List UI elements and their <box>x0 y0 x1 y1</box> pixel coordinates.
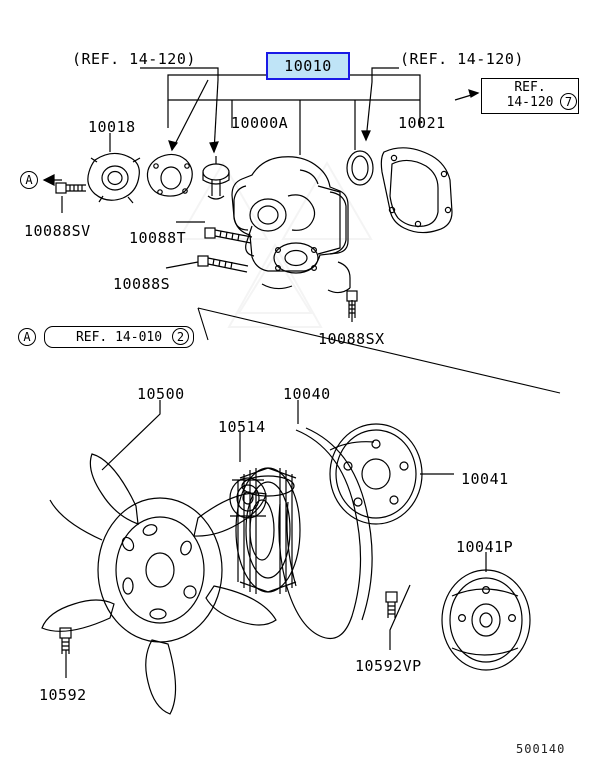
part-10500-fan <box>42 454 276 714</box>
part-label-10088T[interactable]: 10088T <box>129 229 187 247</box>
reference-box-circle-7: 7 <box>560 93 577 110</box>
part-label-10592VP[interactable]: 10592VP <box>355 657 422 675</box>
part-label-10040[interactable]: 10040 <box>283 385 331 403</box>
part-gasket-plate <box>381 148 452 233</box>
reference-box-line1: REF. <box>514 80 546 96</box>
part-label-10000A[interactable]: 10000A <box>231 114 289 132</box>
part-10041P-pulley <box>442 570 530 670</box>
reference-14-010-text: REF. 14-010 <box>75 329 163 345</box>
mitsubishi-watermark <box>179 163 371 327</box>
callout-circle-a-left: A <box>20 171 38 189</box>
reference-box-circle-2: 2 <box>172 328 189 345</box>
part-10592VP-shape <box>386 592 397 618</box>
part-label-10041[interactable]: 10041 <box>461 470 509 488</box>
part-label-10592[interactable]: 10592 <box>39 686 87 704</box>
part-10021-shape <box>347 151 373 185</box>
part-10514-fan-clutch <box>230 468 300 594</box>
part-label-10088SV[interactable]: 10088SV <box>24 222 91 240</box>
reference-top-right: (REF. 14-120) <box>400 50 524 68</box>
part-label-10500[interactable]: 10500 <box>137 385 185 403</box>
part-label-10088SX[interactable]: 10088SX <box>318 330 385 348</box>
part-gasket-ring-1 <box>147 154 192 196</box>
part-label-10041P[interactable]: 10041P <box>456 538 514 556</box>
part-label-10088S[interactable]: 10088S <box>113 275 171 293</box>
drawing-number: 500140 <box>516 742 566 756</box>
callout-circle-a-bottom: A <box>18 328 36 346</box>
reference-box-line2: 14-120 <box>506 95 554 110</box>
part-10041-pulley <box>330 424 422 524</box>
part-10088S-shape <box>198 256 248 272</box>
highlighted-part-10010[interactable]: 10010 <box>266 52 350 80</box>
part-label-10021[interactable]: 10021 <box>398 114 446 132</box>
part-10040-belt <box>279 428 372 639</box>
part-label-10018[interactable]: 10018 <box>88 118 136 136</box>
reference-top-left: (REF. 14-120) <box>72 50 196 68</box>
part-10018-shape <box>88 153 140 203</box>
part-label-10514[interactable]: 10514 <box>218 418 266 436</box>
part-10088SV-shape <box>56 183 86 193</box>
